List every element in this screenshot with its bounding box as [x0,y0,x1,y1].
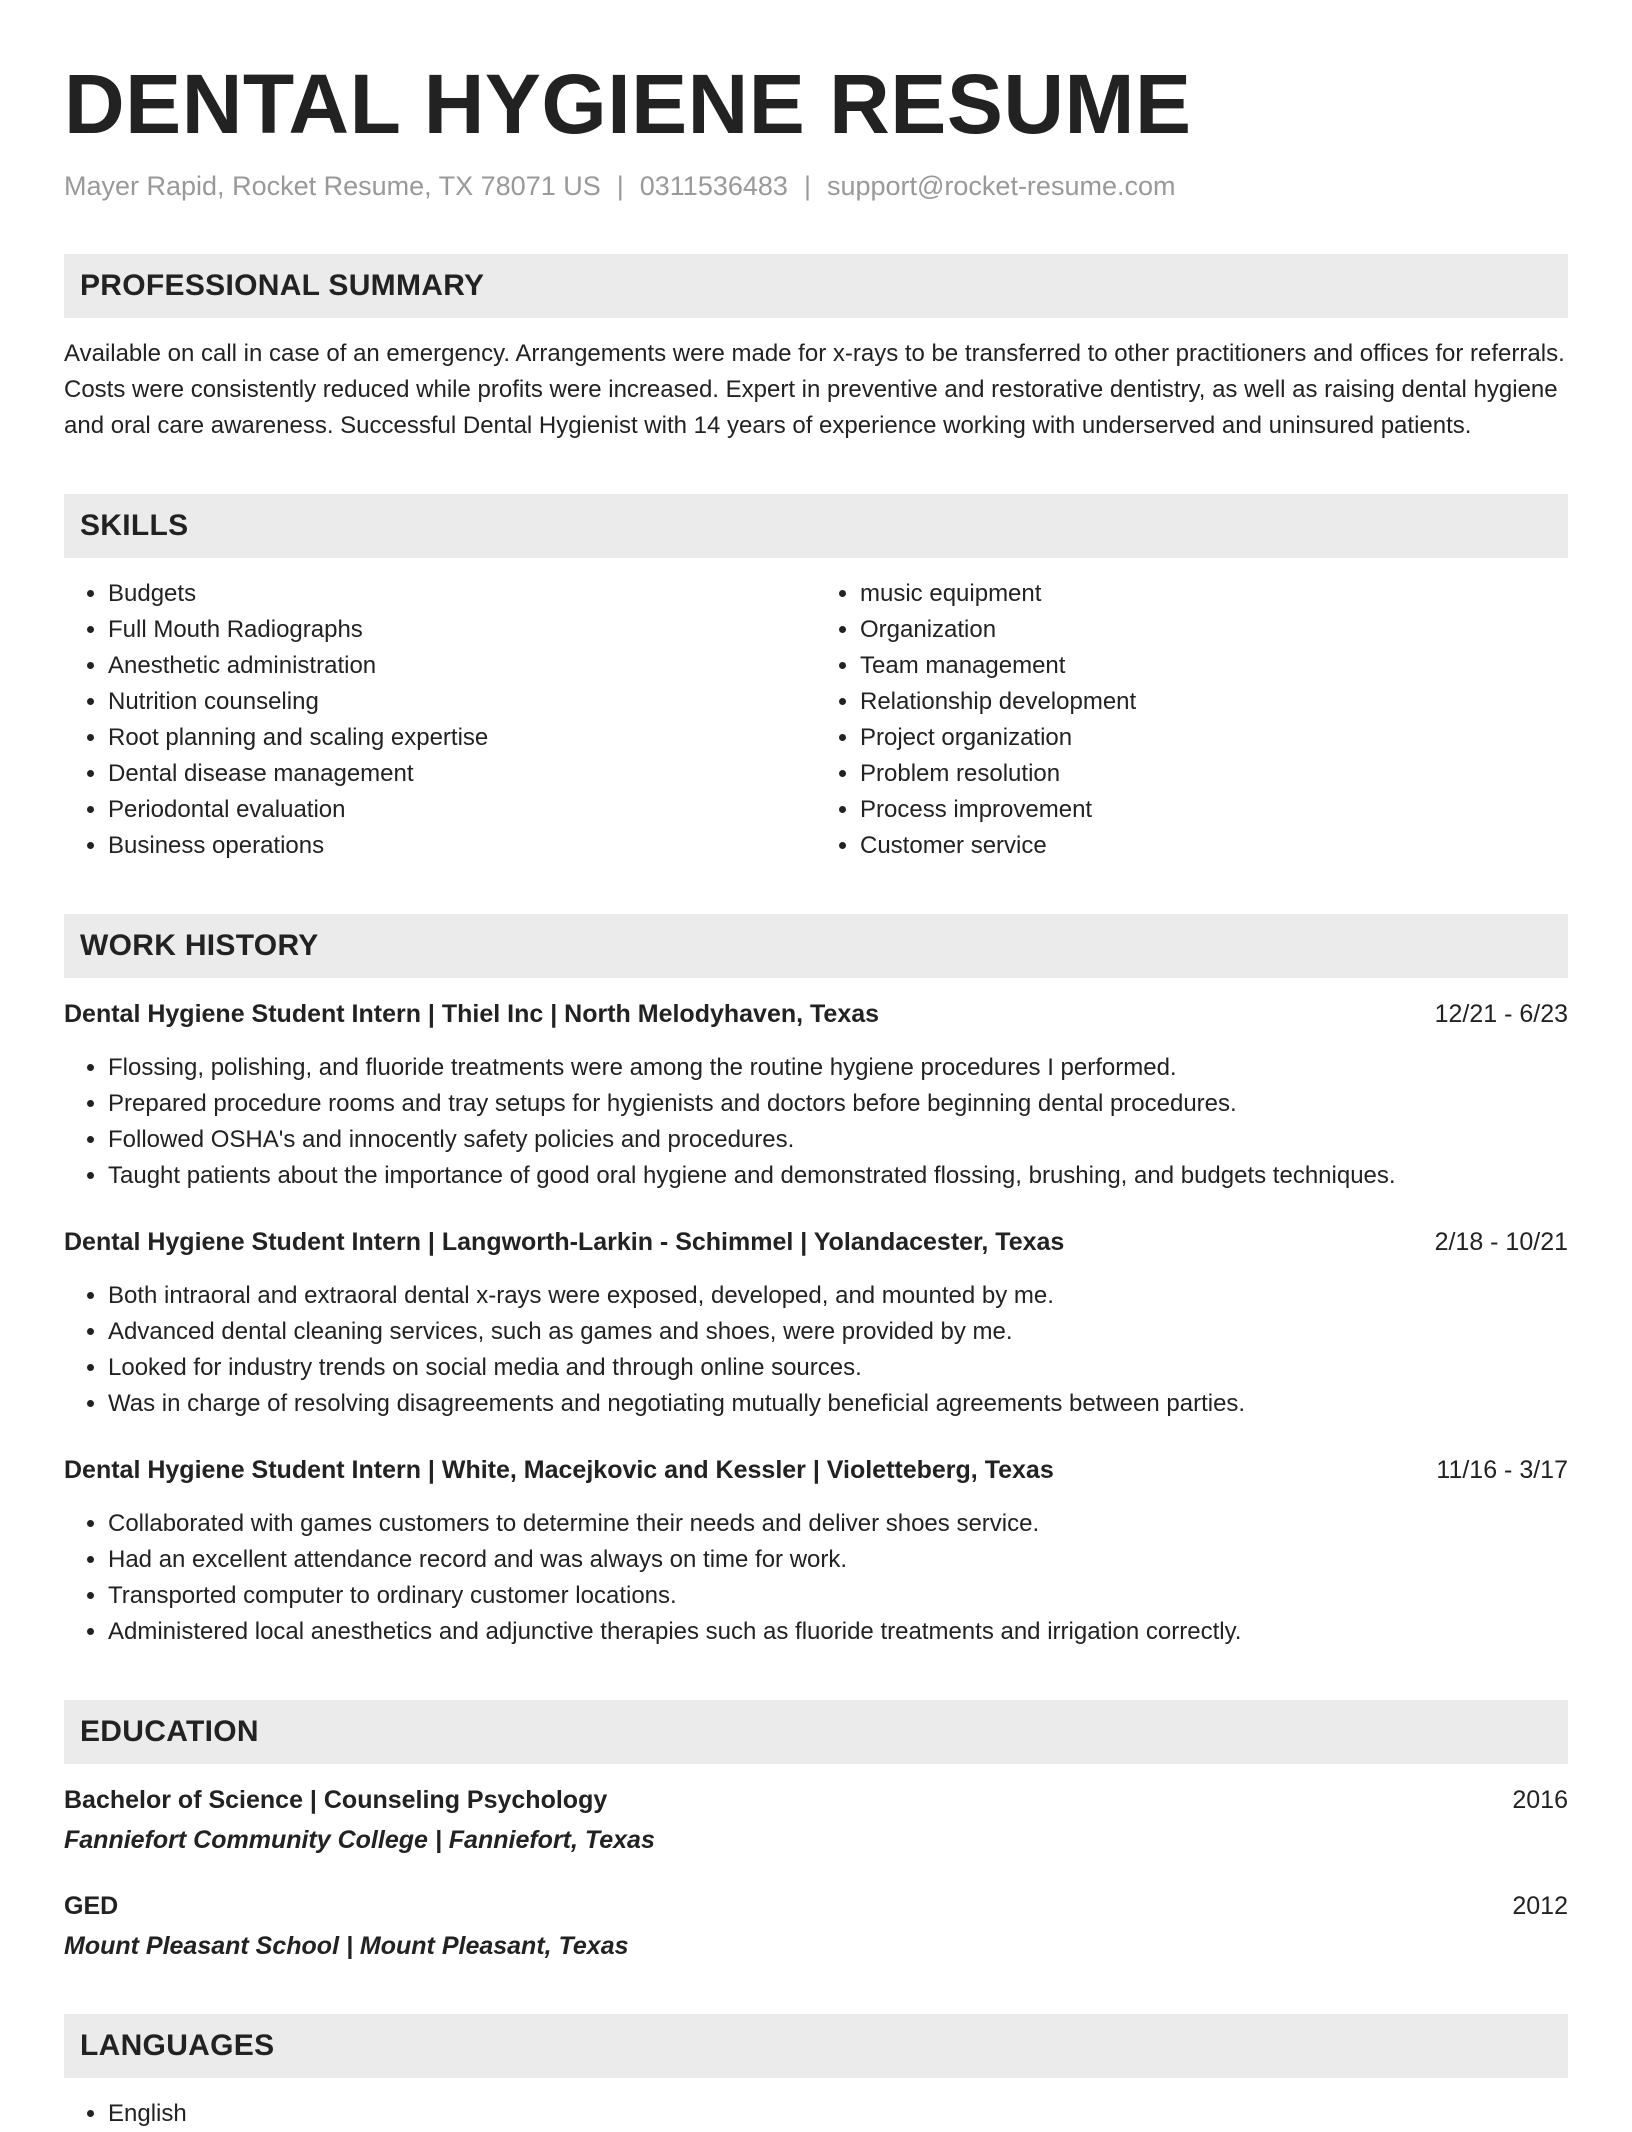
skill-item: • Project organization [860,720,1568,756]
contact-address: Mayer Rapid, Rocket Resume, TX 78071 US [64,171,601,201]
language-item: • English [108,2096,1568,2132]
education-degree: Bachelor of Science | Counseling Psychology [64,1786,608,1814]
section-heading-languages: LANGUAGES [64,2014,1568,2078]
skill-item: • Business operations [108,828,816,864]
job-dates: 12/21 - 6/23 [1434,1000,1568,1028]
job-bullet: • Both intraoral and extraoral dental x-rays were exposed, developed, and mounted by me. [108,1278,1568,1314]
education-school: Mount Pleasant School | Mount Pleasant, Texas [64,1932,629,1960]
job-bullets [64,1506,1568,1650]
resume-title: DENTAL HYGIENE RESUME [64,57,1192,151]
job-title: Dental Hygiene Student Intern | Langworth-Larkin - Schimmel | Yolandacester, Texas [64,1228,1065,1256]
section-heading-education: EDUCATION [64,1700,1568,1764]
job-dates: 11/16 - 3/17 [1436,1456,1568,1484]
job-bullet: • Taught patients about the importance of good oral hygiene and demonstrated flossing, brushing, and budgets techniques. [108,1158,1568,1194]
job-bullet: • Prepared procedure rooms and tray setups for hygienists and doctors before beginning dental procedures. [108,1086,1568,1122]
skills-column-left [64,576,816,864]
summary-text: Available on call in case of an emergency. Arrangements were made for x-rays to be transferred to other practitioners and offices for referrals. Costs were consistently reduced while profits were increased. Expert in preventive and restorative dentistry, as well as raising dental hygiene and oral care awareness. Successful Dental Hygienist with 14 years of experience working with underserved and uninsured patients. [64,340,1565,439]
job-entry [64,996,1568,1194]
education-year: 2012 [1512,1892,1568,1920]
skill-item: • Nutrition counseling [108,684,816,720]
job-entry [64,1452,1568,1650]
contact-line [64,168,1568,204]
job-bullet: • Flossing, polishing, and fluoride treatments were among the routine hygiene procedures I performed. [108,1050,1568,1086]
section-heading-summary: PROFESSIONAL SUMMARY [64,254,1568,318]
skill-item: • Root planning and scaling expertise [108,720,816,756]
job-bullet: • Transported computer to ordinary customer locations. [108,1578,1568,1614]
job-title: Dental Hygiene Student Intern | Thiel Inc | North Melodyhaven, Texas [64,1000,880,1028]
skills-column-right [816,576,1568,864]
skill-item: • Organization [860,612,1568,648]
contact-phone: 0311536483 [639,171,788,201]
education-school: Fanniefort Community College | Fanniefort, Texas [64,1826,655,1854]
education-year: 2016 [1512,1786,1568,1814]
skill-item: • Anesthetic administration [108,648,816,684]
job-dates: 2/18 - 10/21 [1434,1228,1568,1256]
job-bullet: • Administered local anesthetics and adjunctive therapies such as fluoride treatments and irrigation correctly. [108,1614,1568,1650]
section-heading-work-history: WORK HISTORY [64,914,1568,978]
job-title: Dental Hygiene Student Intern | White, Macejkovic and Kessler | Violetteberg, Texas [64,1456,1054,1484]
job-bullet: • Collaborated with games customers to determine their needs and deliver shoes service. [108,1506,1568,1542]
skill-item: • Problem resolution [860,756,1568,792]
job-bullet: • Looked for industry trends on social media and through online sources. [108,1350,1568,1386]
job-header [64,1224,1568,1260]
skill-item: • Customer service [860,828,1568,864]
skill-item: • Team management [860,648,1568,684]
skill-item: • Dental disease management [108,756,816,792]
education-entry [64,1782,1568,1858]
job-bullet: • Followed OSHA's and innocently safety policies and procedures. [108,1122,1568,1158]
job-header [64,1452,1568,1488]
education-degree: GED [64,1892,119,1920]
skill-item: • Periodontal evaluation [108,792,816,828]
skill-item: • music equipment [860,576,1568,612]
contact-separator: | [616,171,624,201]
job-bullet: • Was in charge of resolving disagreements and negotiating mutually beneficial agreements between parties. [108,1386,1568,1422]
education-header [64,1888,1568,1924]
languages-list [64,2096,1568,2132]
section-heading-skills: SKILLS [64,494,1568,558]
education-entry [64,1888,1568,1964]
job-bullets [64,1278,1568,1422]
languages-items [64,2096,1568,2132]
job-header [64,996,1568,1032]
skill-item: • Full Mouth Radiographs [108,612,816,648]
contact-email: support@rocket-resume.com [826,171,1176,201]
job-entry [64,1224,1568,1422]
job-bullet: • Advanced dental cleaning services, such as games and shoes, were provided by me. [108,1314,1568,1350]
skill-item: • Budgets [108,576,816,612]
skill-item: • Process improvement [860,792,1568,828]
education-header [64,1782,1568,1818]
job-bullet: • Had an excellent attendance record and was always on time for work. [108,1542,1568,1578]
contact-separator: | [803,171,811,201]
skill-item: • Relationship development [860,684,1568,720]
job-bullets [64,1050,1568,1194]
skills-list [64,576,1568,864]
